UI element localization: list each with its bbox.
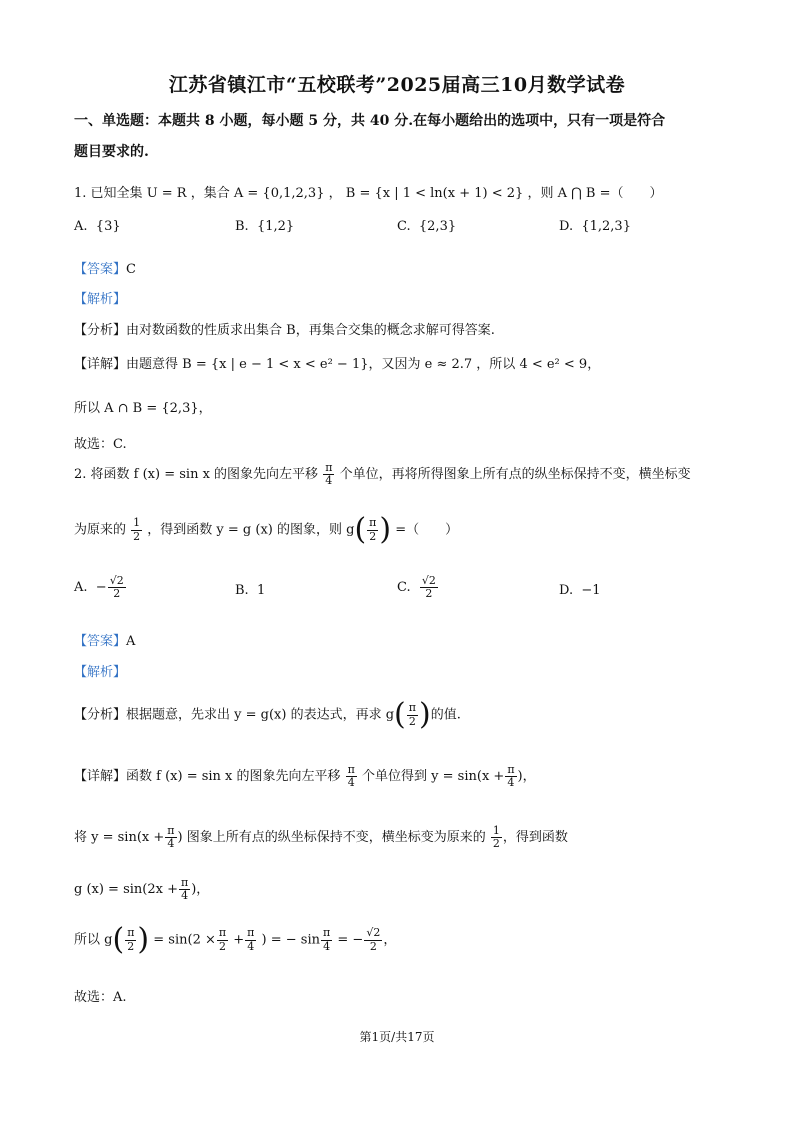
q1-option-b: B. {1,2} [235,219,295,234]
q1-option-d: D. {1,2,3} [559,219,631,234]
q1-setB: B = {x | 1 < ln(x + 1) < 2} [345,186,524,201]
q2-choose: 故选：A. [74,990,127,1005]
q1-analysis-tag: 【解析】 [74,292,127,307]
q2-option-b: B. 1 [235,583,266,598]
q2-option-a: A. − $\frac{√2}{2}$ [74,574,124,601]
q2-fenxi: 【分析】根据题意，先求出 y = g(x) 的表达式，再求 g( $\frac{\pi}{2}$ )的值. [74,697,461,732]
q1-ask: ，则 A ⋂ B =（ ） [527,186,663,201]
q1-option-c: C. {2,3} [397,219,457,234]
section-heading-line2: 题目要求的. [74,144,149,160]
q1-choose: 故选：C. [74,437,127,452]
q2-detail-1: 【详解】函数 f (x) = sin x 的图象先向左平移 $\frac{\pi}{4}$ 个单位得到 y = sin(x + $\frac{\pi}{4}$ )， [74,763,536,790]
q1-set-label: ，集合 [190,186,230,201]
q2-option-d: D. −1 [559,583,601,598]
section-heading-line1: 一、单选题：本题共 8 小题，每小题 5 分，共 40 分.在每小题给出的选项中，只有一项是符合 [74,113,666,129]
frac-pi-over-4: $\frac{\pi}{4}$ [325,461,333,488]
answer-tag: 【答案】 [74,262,127,277]
page-footer: 第1页/共17页 [359,1030,435,1044]
q2-answer: 【答案】A [74,634,136,649]
q1-detail-2: 所以 A ∩ B = {2,3}， [74,401,212,416]
q1-universe: U = R [146,186,187,201]
q1-stem: 1. 已知全集 U = R ，集合 A = {0,1,2,3} ， B = {x | 1 < ln(x + 1) < 2} ，则 A ⋂ B =（ ） [74,186,663,201]
frac-one-half: $\frac{1}{2}$ [133,516,141,543]
detail-tag: 【详解】 [74,357,127,372]
page-title: 江苏省镇江市“五校联考”2025届高三10月数学试卷 [168,74,626,96]
q2-detail-2: 将 y = sin(x + $\frac{\pi}{4}$ ) 图象上所有点的纵坐标保持不变，横坐标变为原来的 $\frac{1}{2}$ ，得到函数 [74,824,568,851]
q2-stem-line2: 为原来的 $\frac{1}{2}$ ，得到函数 y = g (x) 的图象，则 g( $\frac{\pi}{2}$ ) =（ ） [74,512,459,547]
q1-fenxi: 【分析】由对数函数的性质求出集合 B，再集合交集的概念求解可得答案. [74,323,495,338]
fenxi-tag: 【分析】 [74,323,127,338]
q2-stem-line1: 2. 将函数 f (x) = sin x 的图象先向左平移 $\frac{\pi}{4}$ 个单位，再将所得图象上所有点的纵坐标保持不变，横坐标变 [74,461,691,488]
q2-option-c: C. $\frac{√2}{2}$ [397,574,436,601]
q2-detail-3: g (x) = sin(2x + $\frac{\pi}{4}$ )， [74,876,210,903]
q1-setA: A = {0,1,2,3} [233,186,325,201]
q1-option-a: A. {3} [74,219,121,234]
q1-answer: 【答案】C [74,262,136,277]
q2-detail-4: 所以 g( $\frac{\pi}{2}$ ) = sin(2 × $\frac{\pi}{2}$ + $\frac{\pi}{4}$ ) = − sin $\frac{\pi}{4}$ = − $\frac{√2}{2}$ ， [74,922,397,957]
q1-detail-1: 【详解】由题意得 B = {x | e − 1 < x < e² − 1}，又因为 e ≈ 2.7 ，所以 4 < e² < 9， [74,357,601,372]
q2-analysis-tag: 【解析】 [74,665,127,680]
q1-lead: 1. 已知全集 [74,186,143,201]
